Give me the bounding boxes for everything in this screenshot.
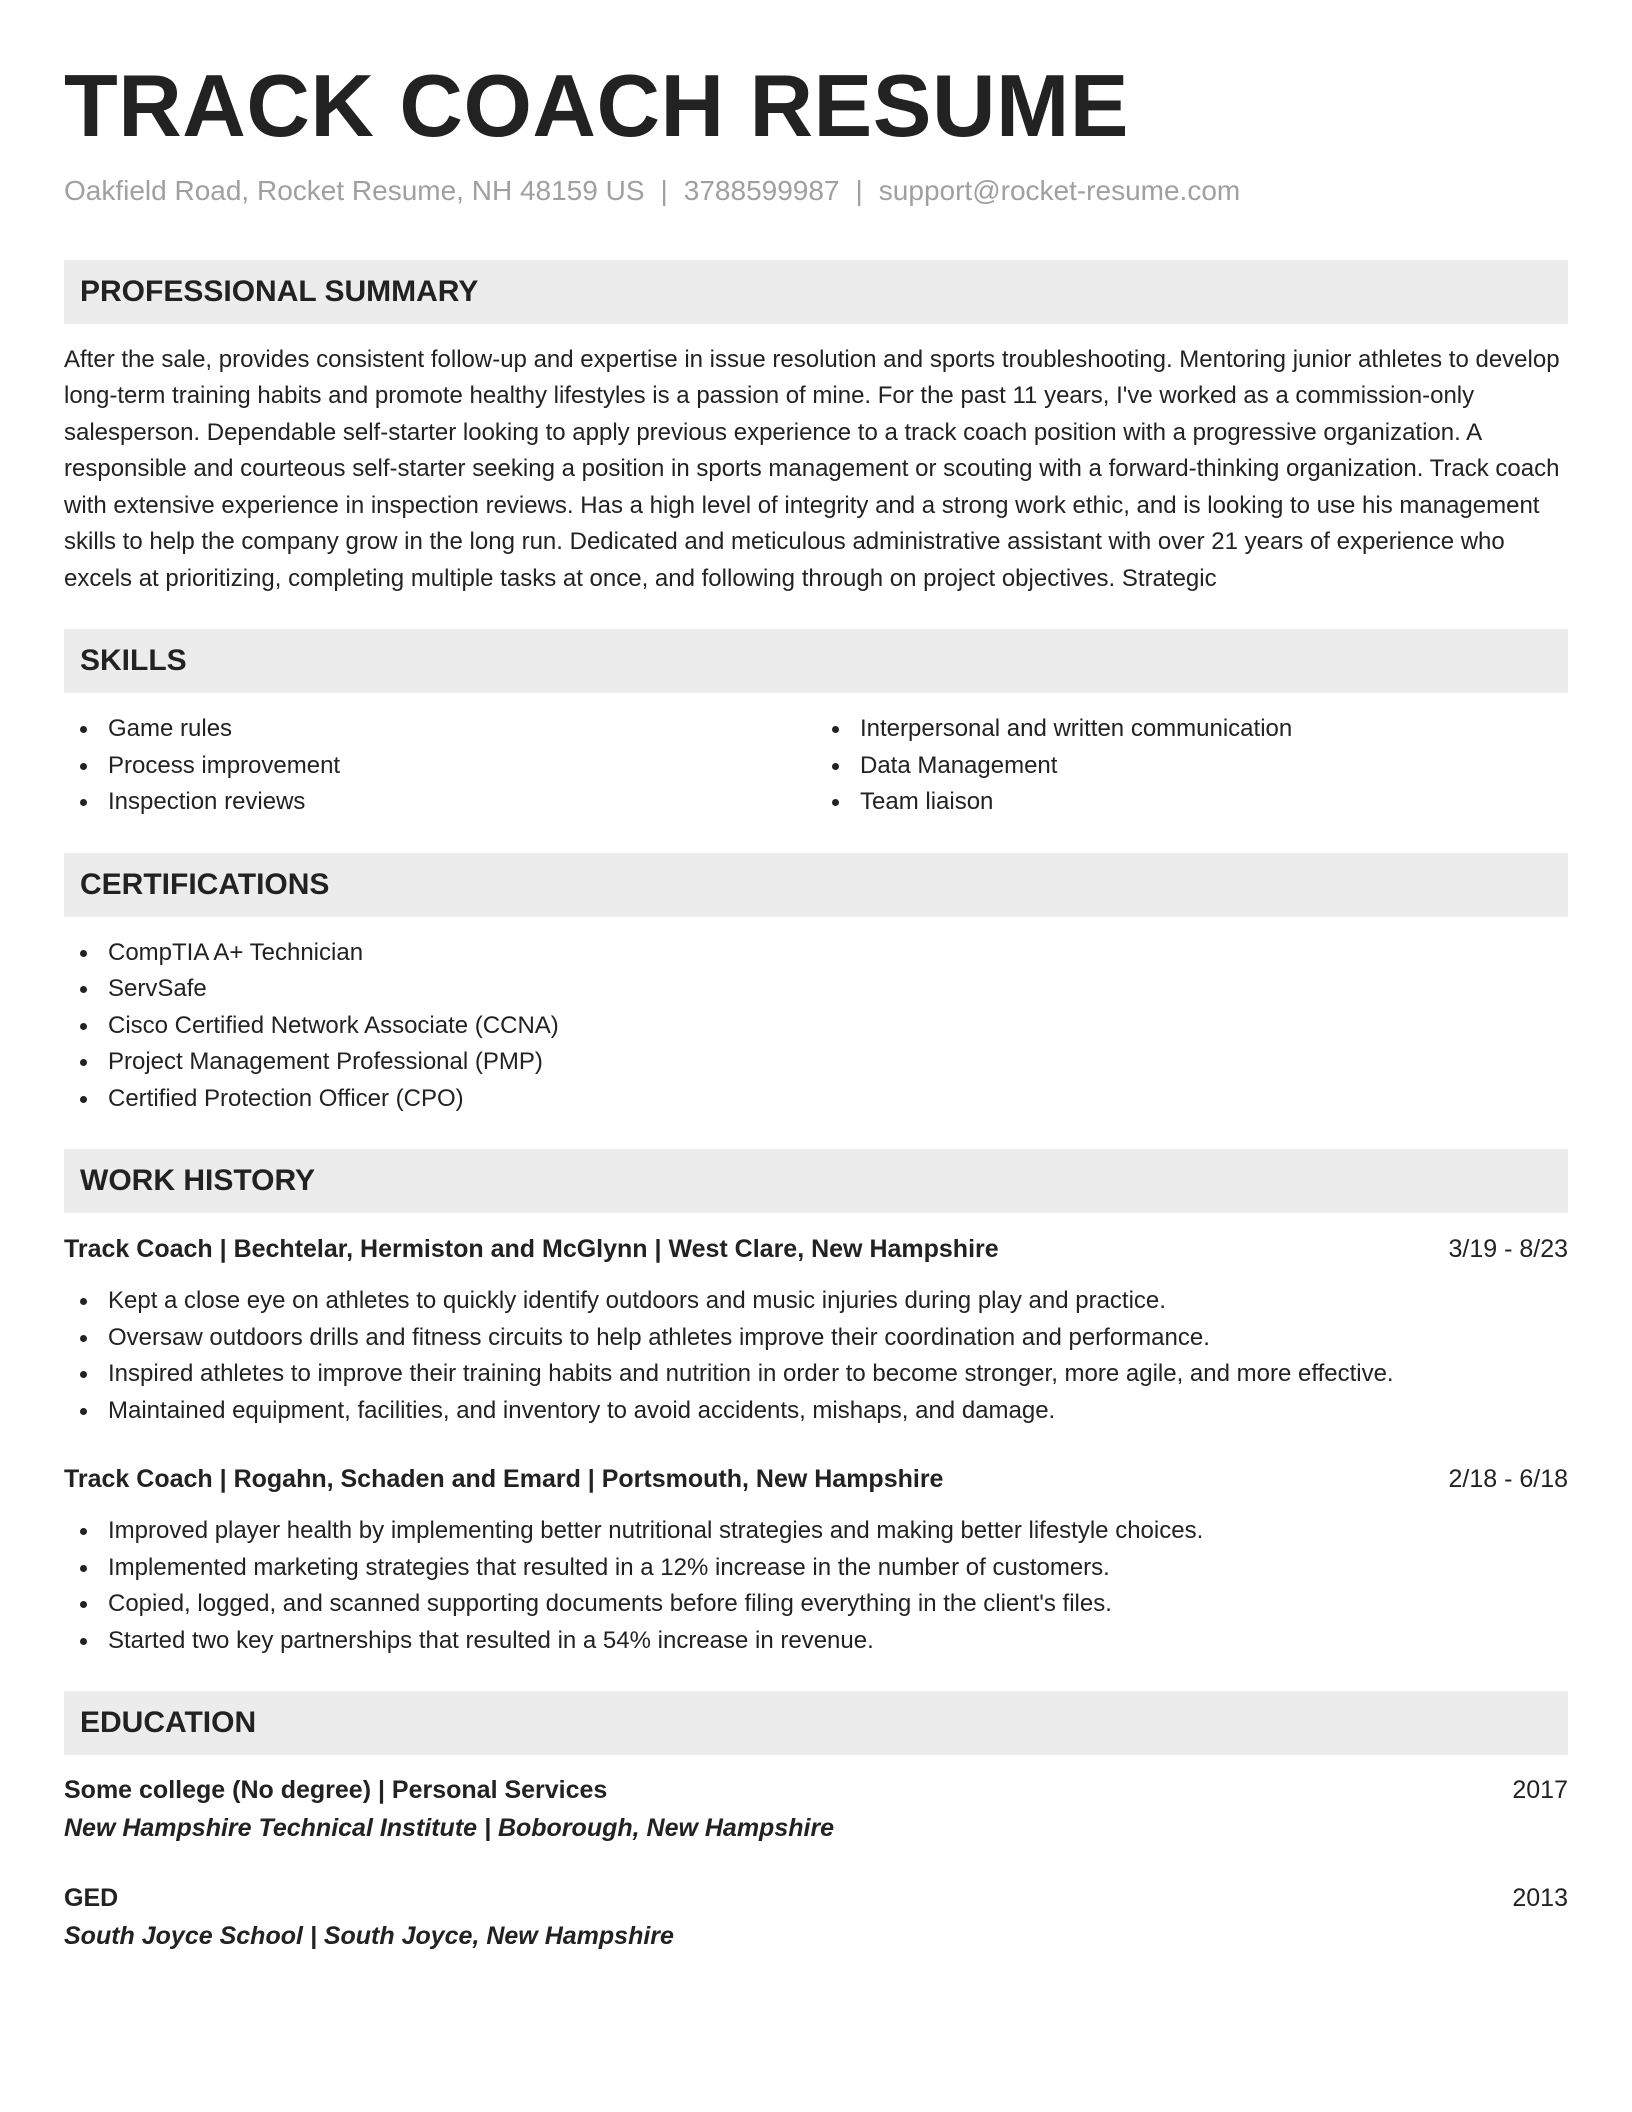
contact-separator: |: [855, 175, 863, 206]
skill-item: Team liaison: [816, 784, 1568, 821]
job-bullet: Oversaw outdoors drills and fitness circuits to help athletes improve their coordination and performance.: [64, 1320, 1568, 1357]
education-entry: [64, 1879, 1568, 1955]
education-school: South Joyce School | South Joyce, New Hampshire: [64, 1922, 674, 1951]
contact-line: [64, 174, 1568, 208]
section-header-certifications: CERTIFICATIONS: [64, 853, 1568, 917]
certification-item: Certified Protection Officer (CPO): [64, 1081, 1568, 1118]
certification-item: Project Management Professional (PMP): [64, 1044, 1568, 1081]
skill-item: Data Management: [816, 748, 1568, 785]
job-bullet: Inspired athletes to improve their training habits and nutrition in order to become stronger, more agile, and more effective.: [64, 1356, 1568, 1393]
skill-item: Game rules: [64, 711, 816, 748]
job-bullet: Kept a close eye on athletes to quickly identify outdoors and music injuries during play and practice.: [64, 1283, 1568, 1320]
job-bullet: Maintained equipment, facilities, and inventory to avoid accidents, mishaps, and damage.: [64, 1393, 1568, 1430]
education-year: 2017: [1512, 1776, 1568, 1805]
contact-phone: 3788599987: [683, 175, 840, 206]
certification-item: Cisco Certified Network Associate (CCNA): [64, 1008, 1568, 1045]
section-header-skills: SKILLS: [64, 629, 1568, 693]
education-entry: [64, 1771, 1568, 1847]
skill-item: Interpersonal and written communication: [816, 711, 1568, 748]
contact-email: support@rocket-resume.com: [878, 175, 1241, 206]
job-bullets: [64, 1283, 1568, 1429]
education-header: [64, 1879, 1568, 1917]
job-header: [64, 1231, 1568, 1267]
certifications-list: [64, 935, 1568, 1118]
resume-title: TRACK COACH RESUME: [64, 56, 1129, 155]
certification-item: CompTIA A+ Technician: [64, 935, 1568, 972]
skills-column-right: [816, 711, 1568, 821]
job-bullets: [64, 1513, 1568, 1659]
education-degree: Some college (No degree) | Personal Services: [64, 1776, 608, 1805]
job-entry: [64, 1231, 1568, 1429]
job-bullet: Improved player health by implementing better nutritional strategies and making better lifestyle choices.: [64, 1513, 1568, 1550]
job-title: Track Coach | Bechtelar, Hermiston and McGlynn | West Clare, New Hampshire: [64, 1235, 999, 1264]
education-degree: GED: [64, 1884, 119, 1913]
skills-column-left: [64, 711, 816, 821]
job-title: Track Coach | Rogahn, Schaden and Emard | Portsmouth, New Hampshire: [64, 1465, 944, 1494]
contact-address: Oakfield Road, Rocket Resume, NH 48159 US: [64, 175, 645, 206]
job-entry: [64, 1461, 1568, 1659]
job-dates: 3/19 - 8/23: [1448, 1235, 1568, 1264]
section-header-summary: PROFESSIONAL SUMMARY: [64, 260, 1568, 324]
summary-text: After the sale, provides consistent follow-up and expertise in issue resolution and sports troubleshooting. Mentoring junior athletes to develop long-term training habits and promote healthy lifestyles is a passion of mine. For the past 11 years, I've worked as a commission-only salesperson. Dependable self-starter looking to apply previous experience to a track coach position with a progressive organization. A responsible and courteous self-starter seeking a position in sports management or scouting with a forward-thinking organization. Track coach with extensive experience in inspection reviews. Has a high level of integrity and a strong work ethic, and is looking to use his management skills to help the company grow in the long run. Dedicated and meticulous administrative assistant with over 21 years of experience who excels at prioritizing, completing multiple tasks at once, and following through on project objectives. Strategic: [64, 345, 1560, 592]
section-header-education: EDUCATION: [64, 1691, 1568, 1755]
job-bullet: Implemented marketing strategies that resulted in a 12% increase in the number of customers.: [64, 1550, 1568, 1587]
skills-list: [64, 711, 1568, 821]
skill-item: Process improvement: [64, 748, 816, 785]
job-bullet: Copied, logged, and scanned supporting documents before filing everything in the client's files.: [64, 1586, 1568, 1623]
education-header: [64, 1771, 1568, 1809]
skill-item: Inspection reviews: [64, 784, 816, 821]
job-dates: 2/18 - 6/18: [1448, 1465, 1568, 1494]
section-header-work-history: WORK HISTORY: [64, 1149, 1568, 1213]
contact-separator: |: [660, 175, 668, 206]
education-year: 2013: [1512, 1884, 1568, 1913]
education-school: New Hampshire Technical Institute | Boborough, New Hampshire: [64, 1814, 835, 1843]
job-header: [64, 1461, 1568, 1497]
certification-item: ServSafe: [64, 971, 1568, 1008]
job-bullet: Started two key partnerships that resulted in a 54% increase in revenue.: [64, 1623, 1568, 1660]
